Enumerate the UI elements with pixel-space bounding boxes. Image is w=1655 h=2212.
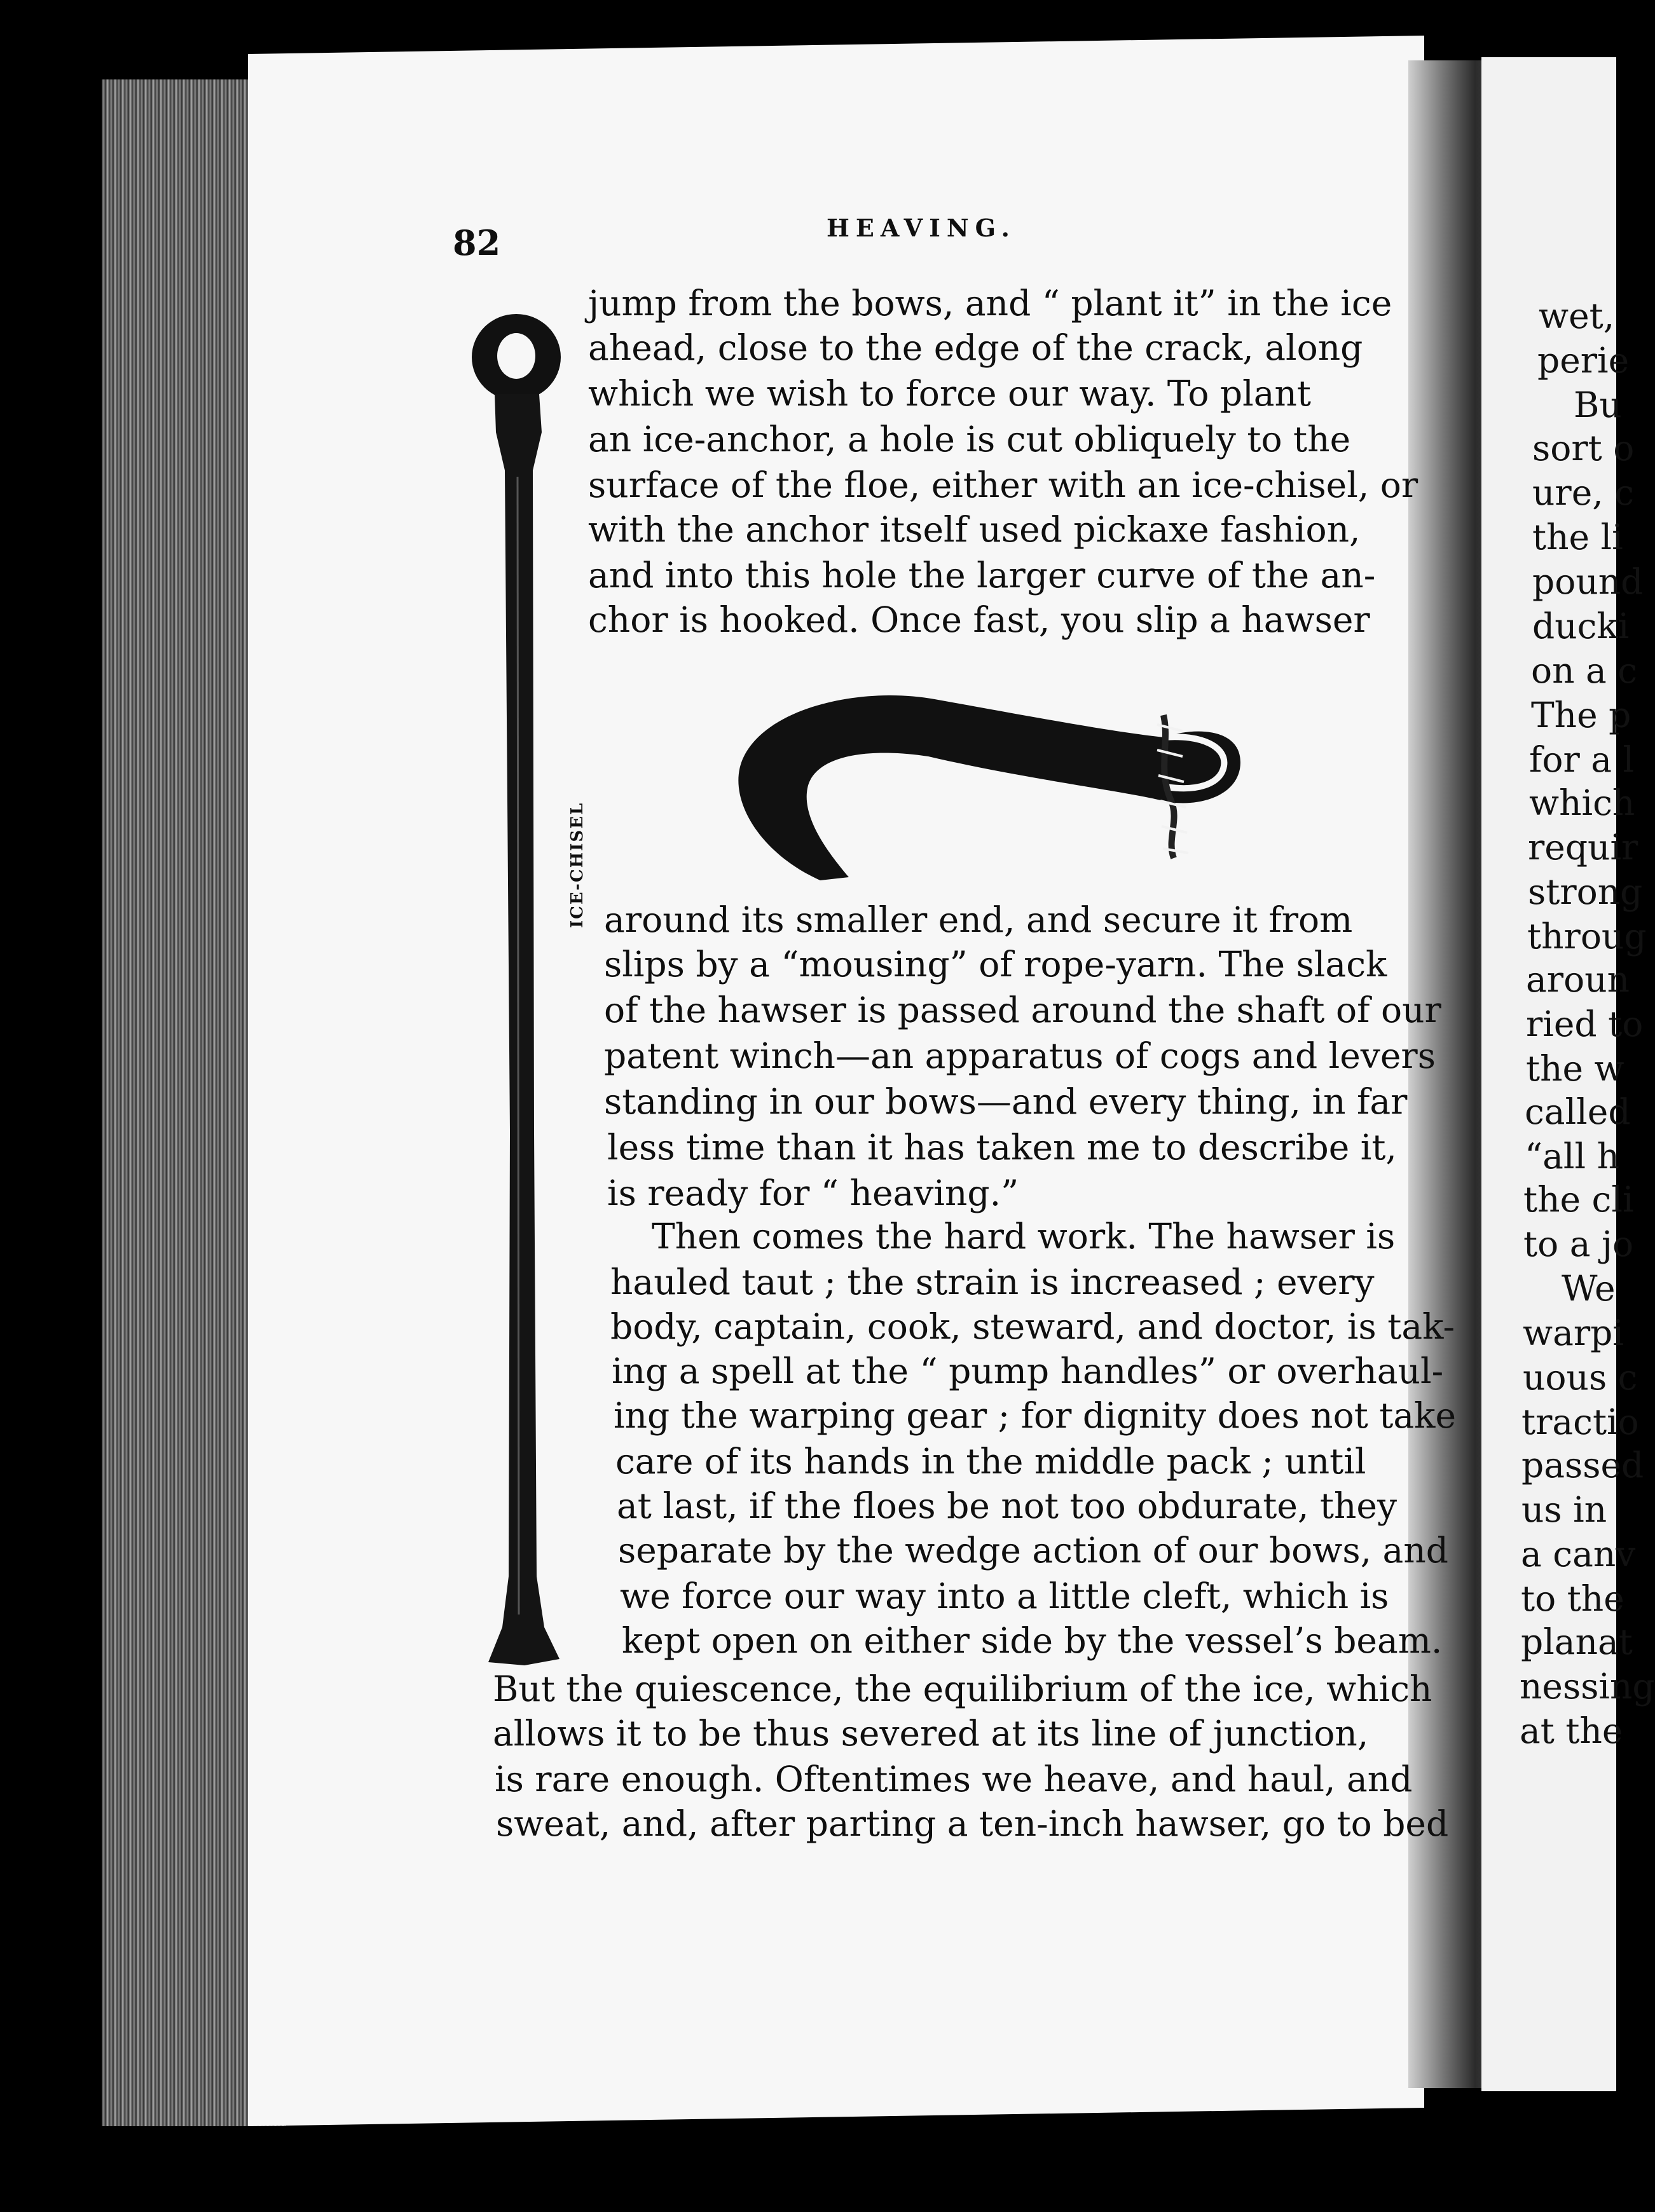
facing-text-line: ducki	[1532, 606, 1630, 646]
text-line: slips by a “mousing” of rope-yarn. The slack	[604, 944, 1387, 985]
facing-text-line: us in	[1521, 1489, 1607, 1530]
facing-text-line: planat	[1521, 1621, 1633, 1662]
facing-text-line: to a jo	[1523, 1224, 1634, 1264]
facing-text-line: tractio	[1521, 1402, 1639, 1442]
text-line: surface of the floe, either with an ice-chisel, or	[588, 465, 1418, 505]
text-line: patent winch—an apparatus of cogs and levers	[604, 1035, 1436, 1076]
facing-text-line: for a l	[1529, 739, 1635, 780]
facing-text-line: sort o	[1532, 428, 1635, 468]
text-line: But the quiescence, the equilibrium of the ice, which	[493, 1669, 1432, 1709]
facing-text-line: ried to	[1526, 1004, 1644, 1044]
facing-text-line: wet,	[1539, 296, 1615, 336]
text-line: is ready for “ heaving.”	[607, 1173, 1019, 1213]
facing-text-line: The p	[1531, 695, 1631, 735]
text-line: of the hawser is passed around the shaft of our	[604, 990, 1441, 1030]
facing-text-line: the cli	[1523, 1179, 1634, 1220]
running-head: HEAVING.	[827, 214, 1016, 242]
facing-text-line: pound	[1532, 561, 1644, 602]
text-line: around its smaller end, and secure it from	[604, 899, 1353, 940]
facing-text-line: called	[1525, 1091, 1631, 1132]
text-line: at last, if the floes be not too obdurate, they	[617, 1485, 1397, 1526]
text-line: allows it to be thus severed at its line of junction,	[493, 1713, 1369, 1754]
figure-caption: ICE-CHISEL	[568, 802, 587, 928]
page-number: 82	[453, 222, 501, 263]
facing-text-line: on a c	[1531, 650, 1638, 691]
text-line: separate by the wedge action of our bows, and	[618, 1530, 1448, 1571]
text-line: which we wish to force our way. To plant	[588, 373, 1312, 414]
text-line: less time than it has taken me to describe it,	[607, 1127, 1397, 1168]
text-line: standing in our bows—and every thing, in far	[604, 1081, 1408, 1122]
facing-text-line: requir	[1528, 827, 1638, 868]
facing-text-line: which	[1529, 782, 1635, 823]
text-line: with the anchor itself used pickaxe fashion,	[588, 509, 1361, 550]
facing-text-line: uous c	[1523, 1357, 1638, 1398]
facing-text-line: nessing	[1520, 1666, 1655, 1707]
text-line: ahead, close to the edge of the crack, along	[588, 327, 1363, 368]
facing-text-line: We	[1562, 1268, 1616, 1309]
facing-text-line: perie	[1537, 340, 1630, 381]
text-line: kept open on either side by the vessel’s beam.	[622, 1620, 1443, 1661]
facing-text-line: the li	[1532, 517, 1623, 557]
facing-text-line: strong	[1528, 871, 1643, 912]
facing-text-line: aroun	[1526, 959, 1630, 1000]
facing-text-line: the w	[1526, 1048, 1624, 1089]
text-line: is rare enough. Oftentimes we heave, and haul, and	[495, 1759, 1413, 1799]
facing-text-line: passed	[1521, 1445, 1644, 1485]
text-line: ing a spell at the “ pump handles” or overhaul-	[612, 1351, 1444, 1391]
text-line: chor is hooked. Once fast, you slip a hawser	[588, 599, 1370, 640]
facing-text-line: at the	[1520, 1710, 1623, 1751]
facing-text-line: to the	[1521, 1578, 1624, 1619]
text-line: an ice-anchor, a hole is cut obliquely to the	[588, 419, 1351, 460]
text-line: jump from the bows, and “ plant it” in the ice	[588, 283, 1392, 324]
text-line: ing the warping gear ; for dignity does not take	[614, 1395, 1457, 1436]
text-line: we force our way into a little cleft, which is	[620, 1576, 1389, 1616]
facing-text-line: “all h	[1525, 1136, 1619, 1177]
text-line: care of its hands in the middle pack ; until	[615, 1441, 1366, 1482]
text-line: and into this hole the larger curve of the an-	[588, 555, 1376, 596]
facing-text-line: Bu	[1574, 385, 1622, 425]
facing-text-line: throug	[1527, 916, 1647, 957]
facing-text-line: warpi	[1523, 1313, 1624, 1353]
facing-text-line: ure, c	[1532, 472, 1635, 513]
text-line: hauled taut ; the strain is increased ; every	[610, 1262, 1375, 1302]
facing-text-line: a canv	[1521, 1534, 1636, 1574]
text-line: sweat, and, after parting a ten-inch hawser, go to bed	[496, 1803, 1449, 1844]
text-line: Then comes the hard work. The hawser is	[652, 1216, 1396, 1257]
text-line: body, captain, cook, steward, and doctor, is tak-	[610, 1306, 1455, 1347]
